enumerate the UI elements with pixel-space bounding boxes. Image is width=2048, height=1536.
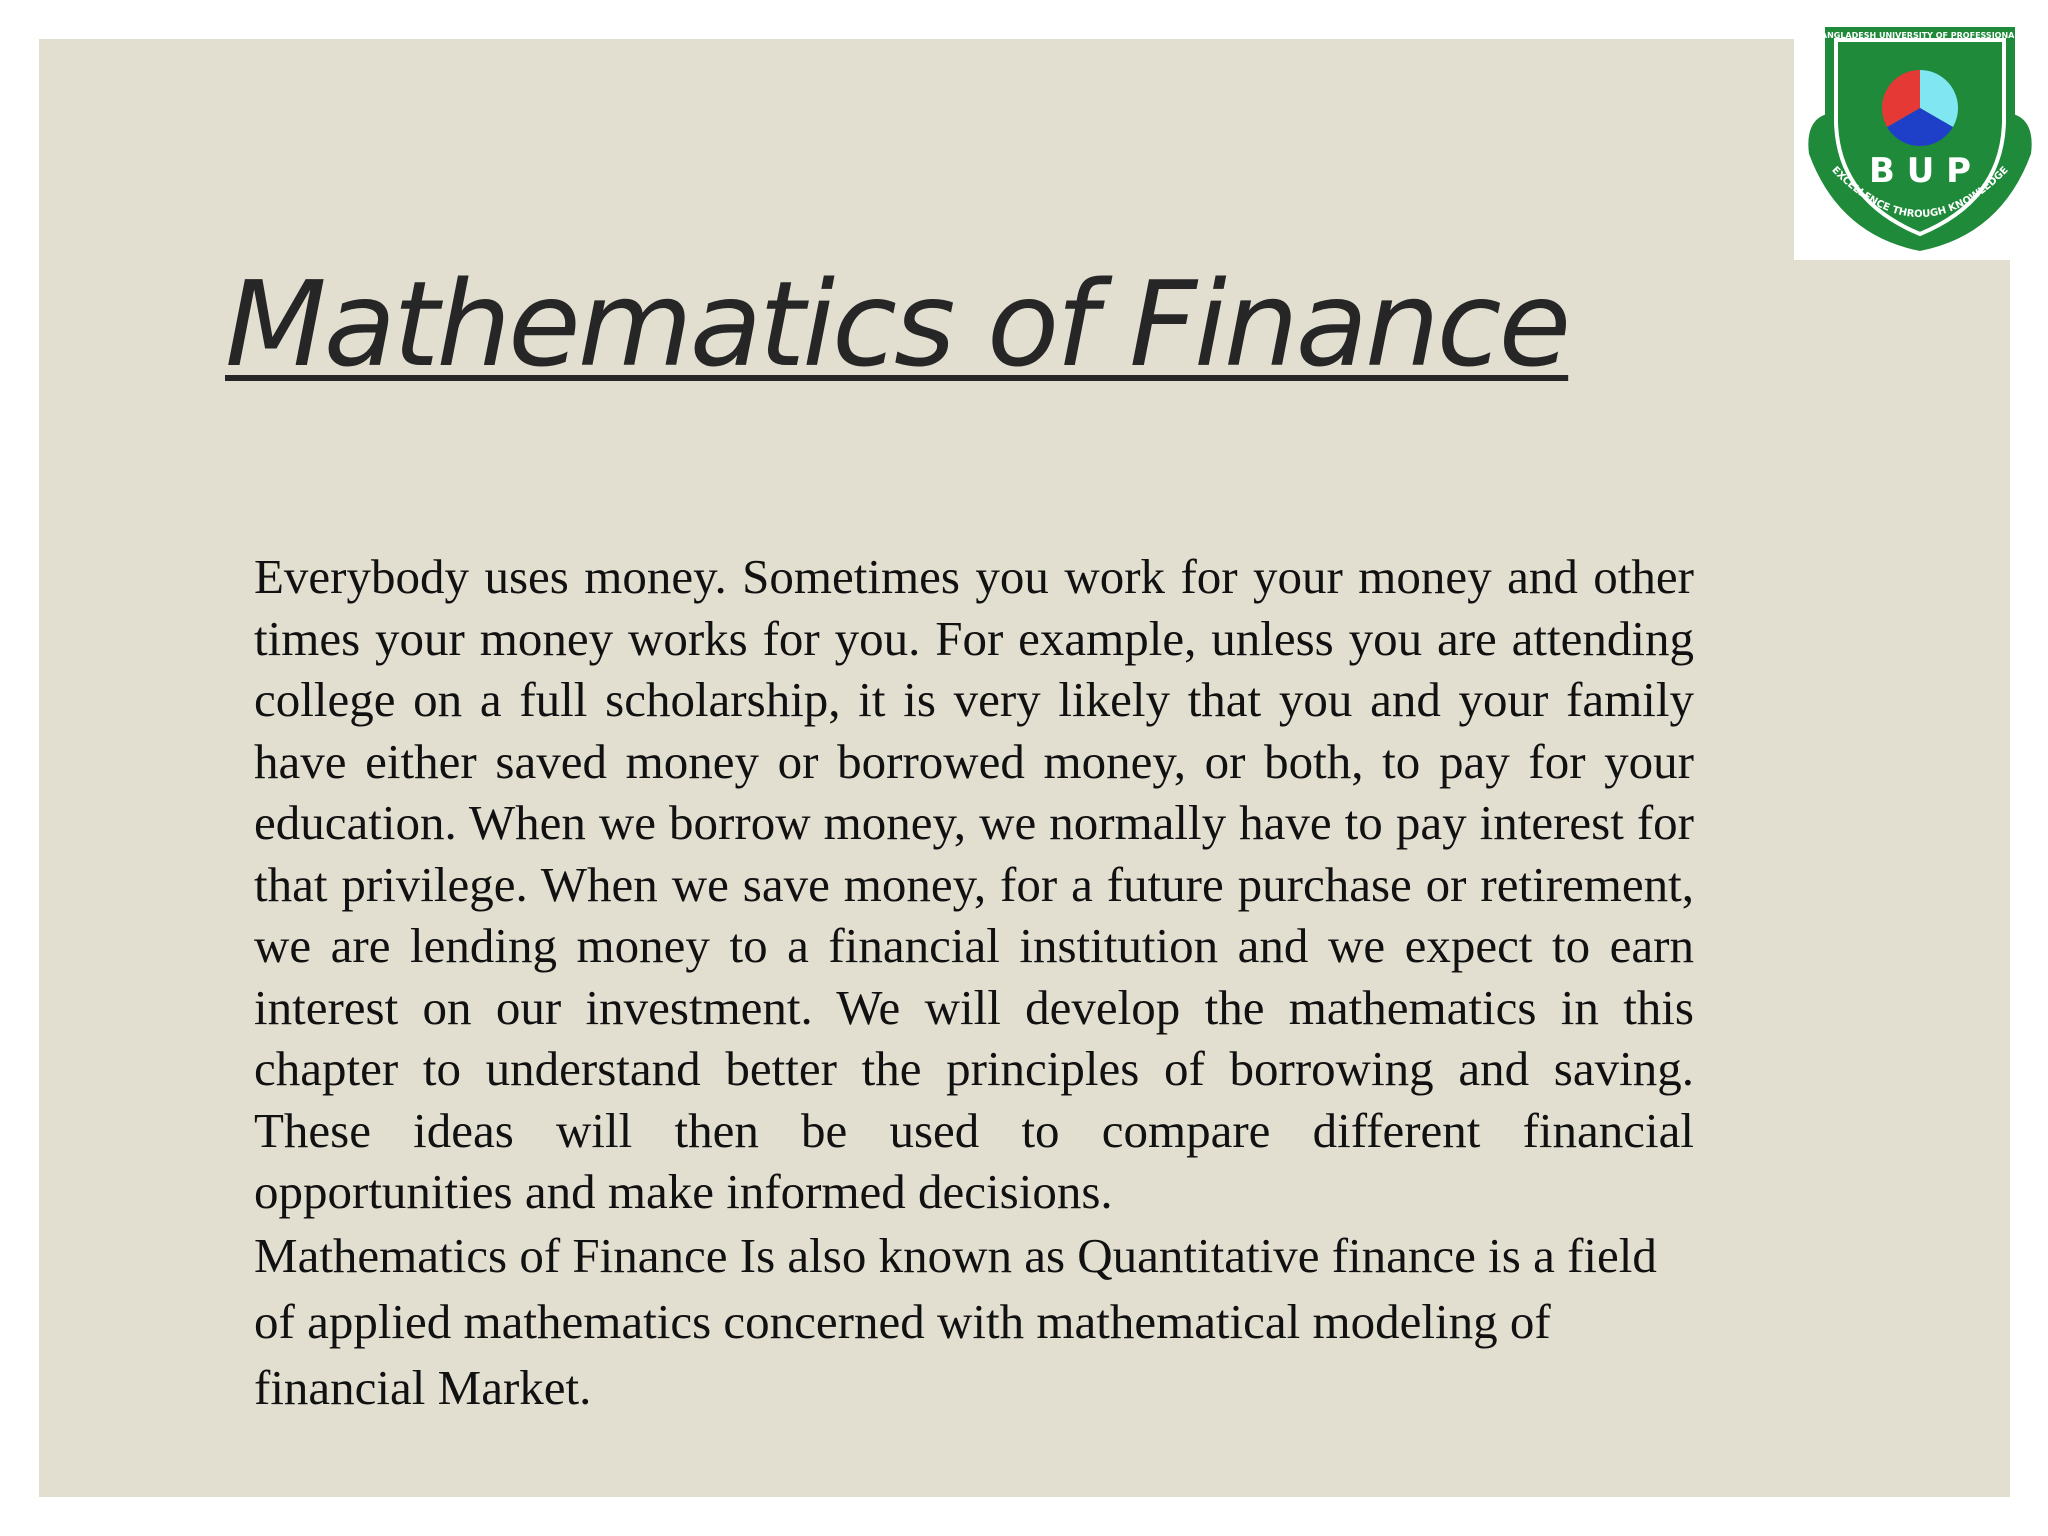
logo-motto-path: EXCELLENCE THROUGH KNOWLEDGE — [1829, 164, 2011, 221]
bup-logo-icon — [1802, 4, 2038, 256]
slide-panel — [39, 39, 2010, 1497]
body-paragraph-1: Everybody uses money. Sometimes you work for your money and other times your money works for you. For example, unless you are attending college on a full scholarship, it is very likely that you and your family have either saved money or borrowed money, or both, to pay for your education. When we borrow money, we normally have to pay interest for that privilege. When we save money, for a future purchase or retirement, we are lending money to a financial institution and we expect to earn interest on our investment. We will develop the mathematics in this chapter to understand better the principles of borrowing and saving. These ideas will then be used to compare different financial opportunities and make informed decisions. — [254, 549, 1694, 1219]
logo-letters: B U P — [1868, 151, 1972, 191]
logo-top-text: BANGLADESH UNIVERSITY OF PROFESSIONALS — [1814, 31, 2026, 40]
slide-body — [254, 546, 1694, 1421]
slide-title: Mathematics of Finance — [225, 255, 1569, 393]
body-paragraph-2: Mathematics of Finance Is also known as Quantitative finance is a field of applied mathematics concerned with mathematical modeling of financial Market. — [254, 1227, 1657, 1415]
logo-container — [1794, 0, 2048, 260]
